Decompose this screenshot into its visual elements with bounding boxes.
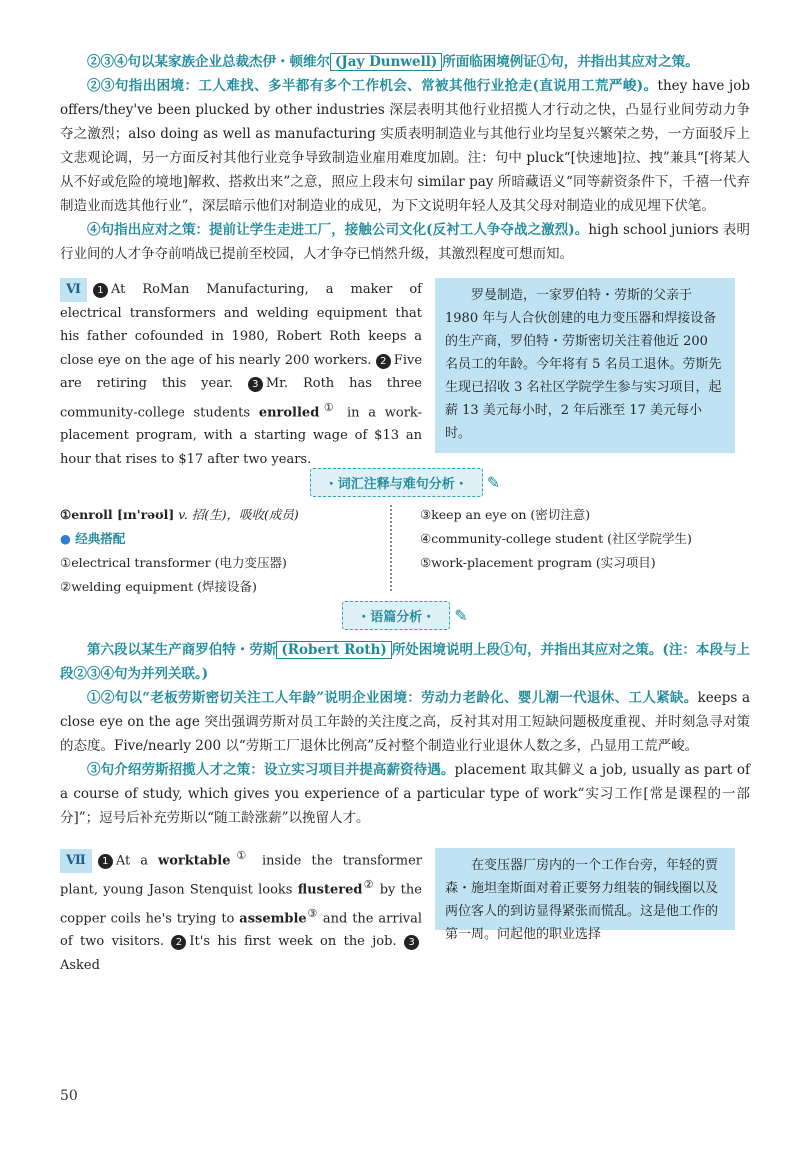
s7-sentence-3: Asked [60,957,100,973]
a2-rest: keeps a close eye on the age 突出强调劳斯对员工年龄的关注度之高，反衬其对用工短缺问题极度重视、并时刻急寻对策的态度。Five/nearly 200 以“劳斯工厂退休比例高”反衬整个制造业行业退休人数之多，凸显用工荒严峻。 [60,690,751,754]
sentence-number-1: 1 [93,283,108,298]
section-6-numeral: Ⅵ [60,278,87,302]
sentence-number-1: 1 [98,854,113,869]
footnote-3: ③ [306,906,318,920]
sentence-number-3: 3 [404,935,419,950]
s7-text: inside the transformer plant, young Jason Stenquist looks [60,853,423,898]
sentence-number-3: 3 [248,377,263,392]
brush-icon: ✎ [454,606,468,625]
a2-bold: ①②句以“老板劳斯密切关注工人年龄”说明企业困境：劳动力老龄化、婴儿潮一代退休、工人紧缺。 [87,690,698,706]
p1-text-a: ②③④句以某家族企业总裁杰伊・顿维尔 [87,54,330,70]
enroll-word: ①enroll [ɪn'rəʊl] [60,507,175,522]
analysis-paragraph-3 [60,758,750,830]
s6-sentence-3b: in a work-placement program, with a starting wage of $13 an hour that rises to $17 after two years. [60,404,422,467]
s6-sentence-3a: Mr. Roth has three community-college students [60,376,422,420]
collocation-item: ①electrical transformer (电力变压器) [60,555,287,570]
collocation-item: ②welding equipment (焊接设备) [60,579,257,594]
paragraph-3 [60,218,750,266]
footnote-2: ② [362,877,375,891]
s7-text: and the arrival of two visitors. [60,910,422,950]
vocab-section [60,503,750,599]
p2-bold: ②③句指出困境：工人难找、多半都有多个工作机会、常被其他行业抢走(直说用工荒严峻)。 [87,78,658,94]
vocab-left [60,503,380,599]
word-worktable: worktable [158,853,231,869]
a1-text-b: 所处困境说明上段①句，并指出其应对之策。(注：本段与上段②③④句为并列关联。) [60,642,751,682]
sentence-number-2: 2 [376,354,391,369]
brush-icon: ✎ [486,473,501,492]
footnote-1: ① [230,849,252,862]
jay-dunwell-box: (Jay Dunwell) [330,53,442,71]
p1-text-b: 所面临困境例证①句，并指出其应对之策。 [442,54,699,70]
analysis-header-bar [60,601,750,630]
analysis-paragraph-1 [60,638,750,686]
section-7 [60,844,750,973]
page-number: 50 [60,1088,78,1104]
s7-sentence-2: It's his first week on the job. [189,934,397,950]
word-assemble: assemble [239,910,307,926]
p3-rest: high school juniors 表明行业间的人才争夺前哨战已提前至校园，人才争夺已悄然升级，其激烈程度可想而知。 [60,222,750,262]
section-6-translation: 罗曼制造，一家罗伯特・劳斯的父亲于 1980 年与人合伙创建的电力变压器和焊接设备的生产商，罗伯特・劳斯密切关注着他近 200 名员工的年龄。今年将有 5 名员工退休。劳斯先生现已招收 3 名社区学院学生参与实习项目，起薪 13 美元每小时，2 年后涨至 17 美元每小时。 [435,278,735,453]
p3-bold: ④句指出应对之策：提前让学生走进工厂，接触公司文化(反衬工人争夺战之激烈)。 [87,222,589,238]
section-7-translation: 在变压器厂房内的一个工作台旁，年轻的贾森・施坦奎斯面对着正要努力组装的铜线圈以及两位客人的到访显得紧张而慌乱。这是他工作的第一周。问起他的职业选择 [435,848,735,930]
vocab-header: ・词汇注释与难句分析・ [310,468,483,497]
paragraph-2 [60,74,750,218]
section-7-numeral: Ⅶ [60,849,92,873]
vocab-right [420,503,750,575]
enroll-definition: v. 招(生)，吸收(成员) [178,507,299,522]
a3-rest: placement 取其僻义 a job, usually as part of a course of study, which gives you experience of a particular type of work“实习工作[常是课程的一部分]”；逗号后补充劳斯以“随工龄涨薪”以挽留人才。 [60,762,750,826]
s7-text: At a [115,853,148,869]
s6-sentence-2: Five are retiring this year. [60,352,423,391]
robert-roth-box: (Robert Roth) [276,641,391,659]
s7-text: by the copper coils he's trying to [60,882,422,926]
collocation-item: ⑤work-placement program (实习项目) [420,555,656,570]
section-6 [60,278,750,467]
a1-text-a: 第六段以某生产商罗伯特・劳斯 [87,642,277,658]
s6-sentence-1: At RoMan Manufacturing, a maker of electrical transformers and welding equipment that his father cofounded in 1980, Robert Roth keeps a close eye on the age of his nearly 200 workers. [60,282,422,368]
a3-bold: ③句介绍劳斯招揽人才之策：设立实习项目并提高薪资待遇。 [87,762,455,778]
vocab-enroll [60,503,380,527]
collocations-title: ● 经典搭配 [60,527,380,551]
word-enrolled: enrolled [258,404,320,420]
vocab-header-bar [60,468,750,497]
section-7-english [60,844,422,977]
p2-rest: they have job offers/they've been plucked by other industries 深层表明其他行业招揽人才行动之快，凸显行业间劳动力争夺之激烈；also doing as well as manufacturing 实质表明制造业与其他行业均呈复兴繁荣之势，一方面驳斥上文悲观论调，另一方面反衬其他行业竞争导致制造业雇用难度加剧。注：句中 pluck“[快速地]拉、拽”兼具“[将某人从不好或危险的境地]解救、搭救出来”之意，照应上段末句 similar pay 所暗藏语义“同等薪资条件下，千禧一代弃制造业而选其他行业”，深层暗示他们对制造业的成见，为下文说明年轻人及其父母对制造业的成见埋下伏笔。 [60,78,750,214]
analysis-paragraph-2 [60,686,750,758]
word-flustered: flustered [297,882,363,898]
section-6-english [60,278,422,471]
collocation-item: ③keep an eye on (密切注意) [420,507,591,522]
sentence-number-2: 2 [171,935,186,950]
paragraph-1 [60,50,750,74]
collocation-item: ④community-college student (社区学院学生) [420,531,692,546]
footnote-1: ① [319,400,339,414]
vocab-divider [390,505,406,591]
page-content [60,50,751,973]
analysis-header: ・语篇分析・ [342,601,450,630]
